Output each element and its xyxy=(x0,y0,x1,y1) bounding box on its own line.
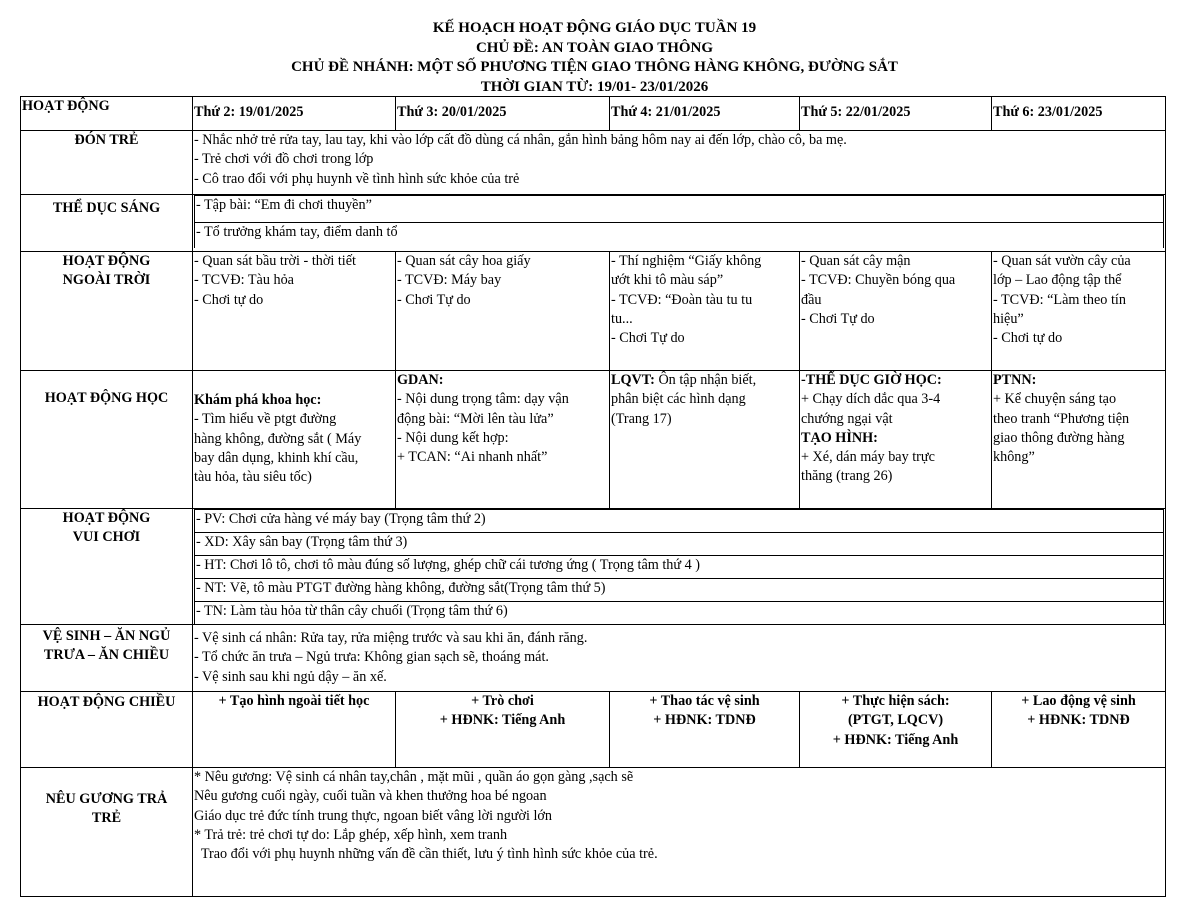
text-line: - Chơi Tự do xyxy=(611,330,685,347)
subject-title: Khám phá khoa học: xyxy=(194,392,322,408)
sub-theme-line: CHỦ ĐỀ NHÁNH: MỘT SỐ PHƯƠNG TIỆN GIAO THÔNG HÀNG KHÔNG, ĐƯỜNG SẮT xyxy=(291,59,898,75)
text-line: - Tổ chức ăn trưa – Ngủ trưa: Không gian sạch sẽ, thoáng mát. xyxy=(194,649,549,666)
header-day-2: Thứ 3: 20/01/2025 xyxy=(396,97,610,131)
row-neu-guong xyxy=(21,768,1166,897)
subject-title: PTNN: xyxy=(993,372,1037,388)
text-line: đầu xyxy=(801,291,822,308)
don-tre-content xyxy=(193,131,1166,195)
sub-lines xyxy=(194,509,1164,624)
chieu-day-1 xyxy=(193,692,396,768)
text-line: - Vệ sinh cá nhân: Rửa tay, rửa miệng trước và sau khi ăn, đánh răng. xyxy=(194,630,588,646)
text-line: - Nhắc nhở trẻ rửa tay, lau tay, khi vào lớp cất đồ dùng cá nhân, gắn hình bảng hôm nay ai đến lớp, chào cô, ba mẹ. xyxy=(194,132,847,148)
hoc-day-4 xyxy=(800,371,992,509)
text-line: (PTGT, LQCV) xyxy=(847,712,944,729)
label-hoat-dong-chieu: HOẠT ĐỘNG CHIỀU xyxy=(21,692,193,768)
text-line: - Quan sát cây mận xyxy=(801,253,911,269)
text-line: + HĐNK: TDNĐ xyxy=(1027,712,1130,729)
subject-title: LQVT: xyxy=(611,372,655,388)
row-don-tre xyxy=(21,131,1166,195)
ve-sinh-content xyxy=(193,625,1166,692)
label-line: NÊU GƯƠNG TRẢ xyxy=(45,791,168,807)
text-line: - XD: Xây sân bay (Trọng tâm thứ 3) xyxy=(195,533,1164,556)
label-line: HOẠT ĐỘNG xyxy=(62,253,151,269)
subject-title: GDAN: xyxy=(397,372,444,388)
label-hoat-dong-hoc: HOẠT ĐỘNG HỌC xyxy=(21,371,193,509)
text-line: - TCVĐ: Chuyền bóng qua xyxy=(801,272,956,289)
header-day-5: Thứ 6: 23/01/2025 xyxy=(992,97,1166,131)
text-line: - Nội dung trọng tâm: dạy vận xyxy=(397,391,569,408)
text-line: - Trẻ chơi với đồ chơi trong lớp xyxy=(194,151,374,168)
ngoai-troi-day-4 xyxy=(800,252,992,371)
ngoai-troi-day-3 xyxy=(610,252,800,371)
chieu-day-2 xyxy=(396,692,610,768)
chieu-day-4 xyxy=(800,692,992,768)
text-line: Trao đổi với phụ huynh những vấn đề cần thiết, lưu ý tình hình sức khỏe của trẻ. xyxy=(194,846,658,863)
text-line: + Xé, dán máy bay trực xyxy=(801,449,935,466)
date-range-line: THỜI GIAN TỪ: 19/01- 23/01/2026 xyxy=(480,78,709,95)
text-line: * Nêu gương: Vệ sinh cá nhân tay,chân , mặt mũi , quần áo gọn gàng ,sạch sẽ xyxy=(194,769,634,785)
sub-lines xyxy=(194,195,1164,248)
text-line: - Thí nghiệm “Giấy không xyxy=(611,253,762,269)
row-vui-choi xyxy=(21,509,1166,625)
text-line: - HT: Chơi lô tô, chơi tô màu đúng số lượng, ghép chữ cái tương ứng ( Trọng tâm thứ 4 ) xyxy=(195,556,1164,579)
text-line: - TCVĐ: Máy bay xyxy=(397,272,502,289)
label-line: VỆ SINH – ĂN NGỦ xyxy=(42,628,171,644)
text-line xyxy=(611,371,798,390)
text-line: Nêu gương cuối ngày, cuối tuần và khen thưởng hoa bé ngoan xyxy=(194,788,547,805)
text-line: + Trò chơi xyxy=(471,693,534,709)
label-the-duc-sang: THỂ DỤC SÁNG xyxy=(21,195,193,252)
text-line: thăng (trang 26) xyxy=(801,468,893,485)
header-day-4: Thứ 5: 22/01/2025 xyxy=(800,97,992,131)
text-line: theo tranh “Phương tiện xyxy=(993,410,1130,427)
hoc-day-5 xyxy=(992,371,1166,509)
hoc-day-3 xyxy=(610,371,800,509)
text-line: + Thao tác vệ sinh xyxy=(649,693,760,709)
label-vui-choi xyxy=(21,509,193,625)
row-hoat-dong-chieu xyxy=(21,692,1166,768)
row-ngoai-troi xyxy=(21,252,1166,371)
row-hoat-dong-hoc xyxy=(21,371,1166,509)
ngoai-troi-day-1 xyxy=(193,252,396,371)
label-line: TRƯA – ĂN CHIỀU xyxy=(43,647,170,664)
text-line: chướng ngại vật xyxy=(801,410,893,427)
label-line: TRẺ xyxy=(91,810,122,827)
text-line: + HĐNK: TDNĐ xyxy=(653,712,756,729)
the-duc-sang-content xyxy=(193,195,1166,252)
text-fragment: Ôn tập nhận biết, xyxy=(654,372,757,388)
row-ve-sinh xyxy=(21,625,1166,692)
text-line: + Thực hiện sách: xyxy=(841,693,950,709)
text-line: + HĐNK: Tiếng Anh xyxy=(832,731,959,748)
text-line: tàu hỏa, tàu siêu tốc) xyxy=(194,469,312,486)
text-line: - TCVĐ: “Làm theo tín xyxy=(993,291,1126,308)
text-line: + TCAN: “Ai nhanh nhất” xyxy=(397,449,548,466)
text-line: + Kể chuyện sáng tạo xyxy=(993,391,1117,408)
chieu-day-5 xyxy=(992,692,1166,768)
text-line: - Chơi tự do xyxy=(194,291,264,308)
text-line: ướt khi tô màu sáp” xyxy=(611,272,724,289)
label-ngoai-troi xyxy=(21,252,193,371)
text-line: lớp – Lao động tập thể xyxy=(993,272,1122,289)
text-line: - Tổ trưởng khám tay, điểm danh tổ xyxy=(195,223,1164,249)
label-don-tre: ĐÓN TRẺ xyxy=(21,131,193,195)
text-line: + Lao động vệ sinh xyxy=(1021,693,1136,709)
text-line: - TCVĐ: “Đoàn tàu tu tu xyxy=(611,291,753,308)
weekly-plan-table xyxy=(20,96,1166,897)
text-line: - Quan sát cây hoa giấy xyxy=(397,253,531,269)
label-line: NGOÀI TRỜI xyxy=(62,272,151,289)
text-line: - Chơi tự do xyxy=(993,330,1063,347)
hoc-day-1 xyxy=(193,371,396,509)
text-line: - Chơi Tự do xyxy=(397,291,471,308)
header-day-1: Thứ 2: 19/01/2025 xyxy=(193,97,396,131)
label-ve-sinh xyxy=(21,625,193,692)
text-line: Giáo dục trẻ đức tính trung thực, ngoan biết vâng lời người lớn xyxy=(194,807,553,824)
ngoai-troi-day-5 xyxy=(992,252,1166,371)
table-header-row xyxy=(21,97,1166,131)
text-line: - Quan sát vườn cây của xyxy=(993,253,1131,269)
text-line: - PV: Chơi cửa hàng vé máy bay (Trọng tâm thứ 2) xyxy=(195,510,1164,533)
text-line: + Tạo hình ngoài tiết học xyxy=(218,693,370,709)
text-line: tu... xyxy=(611,310,633,327)
text-line: - Nội dung kết hợp: xyxy=(397,429,509,446)
subject-title: TẠO HÌNH: xyxy=(801,429,878,446)
text-line: hàng không, đường sắt ( Máy xyxy=(194,430,362,447)
hoc-day-2 xyxy=(396,371,610,509)
header-day-3: Thứ 4: 21/01/2025 xyxy=(610,97,800,131)
text-line: giao thông đường hàng xyxy=(993,429,1125,446)
neu-guong-content xyxy=(193,768,1166,897)
ngoai-troi-day-2 xyxy=(396,252,610,371)
text-line: - TCVĐ: Tàu hỏa xyxy=(194,272,294,289)
header-activity: HOẠT ĐỘNG xyxy=(21,97,193,131)
text-line: - Cô trao đổi với phụ huynh về tình hình sức khỏe của trẻ xyxy=(194,170,520,187)
text-line: * Trả trẻ: trẻ chơi tự do: Lắp ghép, xếp hình, xem tranh xyxy=(194,826,508,843)
chieu-day-3 xyxy=(610,692,800,768)
text-line: + Chạy dích dắc qua 3-4 xyxy=(801,391,941,408)
text-line: + HĐNK: Tiếng Anh xyxy=(439,712,566,729)
text-line: bay dân dụng, khinh khí cầu, xyxy=(194,449,359,466)
label-line: VUI CHƠI xyxy=(72,529,141,546)
label-line: HOẠT ĐỘNG xyxy=(62,510,151,526)
theme-line: CHỦ ĐỀ: AN TOÀN GIAO THÔNG xyxy=(475,39,714,56)
text-line: động bài: “Mời lên tàu lửa” xyxy=(397,410,554,427)
text-line: (Trang 17) xyxy=(611,410,672,427)
text-line: - Quan sát bầu trời - thời tiết xyxy=(194,253,356,269)
vui-choi-content xyxy=(193,509,1166,625)
text-line: - TN: Làm tàu hỏa từ thân cây chuối (Trọng tâm thứ 6) xyxy=(195,602,1164,625)
subject-title: -THỂ DỤC GIỜ HỌC: xyxy=(801,372,942,388)
text-line: - Tìm hiểu về ptgt đường xyxy=(194,411,337,428)
text-line: - Vệ sinh sau khi ngủ dậy – ăn xế. xyxy=(194,668,387,685)
text-line: - NT: Vẽ, tô màu PTGT đường hàng không, đường sắt(Trọng tâm thứ 5) xyxy=(195,579,1164,602)
document-header xyxy=(0,19,1189,97)
row-the-duc-sang xyxy=(21,195,1166,252)
text-line: không” xyxy=(993,449,1035,466)
text-line: - Tập bài: “Em đi chơi thuyền” xyxy=(195,196,1164,223)
title-line: KẾ HOẠCH HOẠT ĐỘNG GIÁO DỤC TUẦN 19 xyxy=(432,20,757,36)
text-line: phân biệt các hình dạng xyxy=(611,391,746,408)
label-neu-guong xyxy=(21,768,193,897)
text-line: - Chơi Tự do xyxy=(801,310,875,327)
text-line: hiệu” xyxy=(993,310,1024,327)
